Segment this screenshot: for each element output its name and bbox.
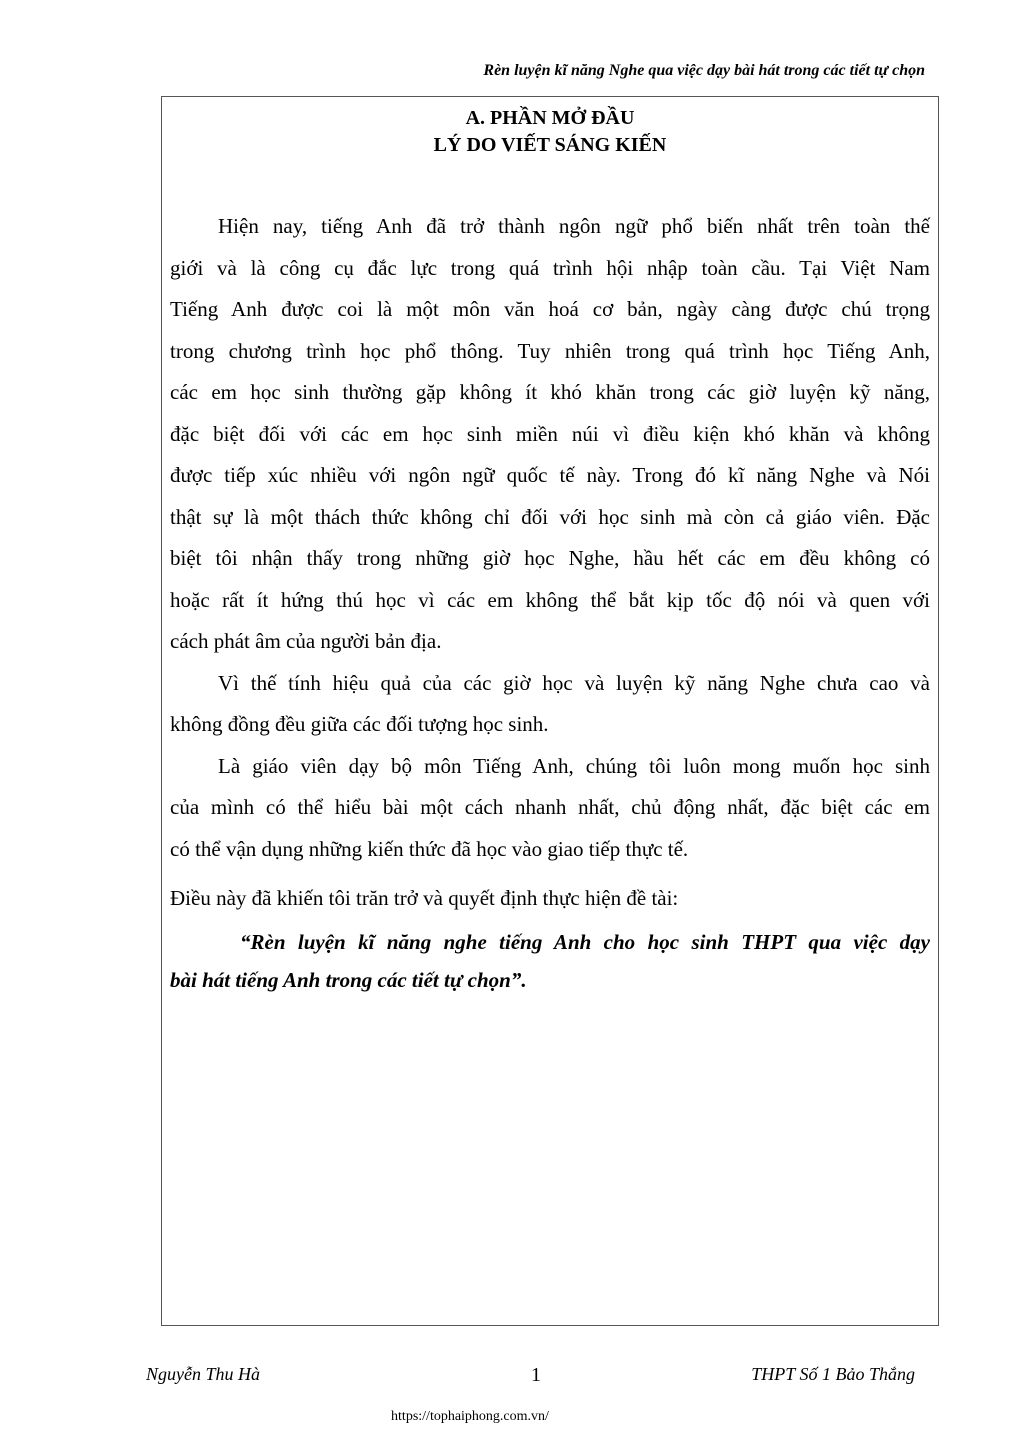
body-line: trong chương trình học phổ thông. Tuy nhiên trong quá trình học Tiếng Anh, <box>170 339 930 363</box>
footer-school: THPT Số 1 Bảo Thắng <box>751 1364 915 1384</box>
section-title: A. PHẦN MỞ ĐẦU <box>465 107 635 129</box>
body-line: các em học sinh thường gặp không ít khó khăn trong các giờ luyện kỹ năng, <box>170 380 930 404</box>
body-line: Là giáo viên dạy bộ môn Tiếng Anh, chúng tôi luôn mong muốn học sinh <box>218 754 930 778</box>
body-line: Điều này đã khiến tôi trăn trở và quyết định thực hiện đề tài: <box>170 886 679 910</box>
body-line: giới và là công cụ đắc lực trong quá trình hội nhập toàn cầu. Tại Việt Nam <box>170 256 930 280</box>
body-line: thật sự là một thách thức không chỉ đối với học sinh mà còn cả giáo viên. Đặc <box>170 505 930 529</box>
body-line: đặc biệt đối với các em học sinh miền núi vì điều kiện khó khăn và không <box>170 422 930 446</box>
body-line: Hiện nay, tiếng Anh đã trở thành ngôn ngữ phổ biến nhất trên toàn thế <box>218 214 930 238</box>
body-line: Vì thế tính hiệu quả của các giờ học và luyện kỹ năng Nghe chưa cao và <box>218 671 930 695</box>
topic-line: “Rèn luyện kĩ năng nghe tiếng Anh cho học sinh THPT qua việc dạy <box>240 930 930 954</box>
topic-line: bài hát tiếng Anh trong các tiết tự chọn”. <box>170 968 527 992</box>
body-line: Tiếng Anh được coi là một môn văn hoá cơ bản, ngày càng được chú trọng <box>170 297 930 321</box>
source-url: https://tophaiphong.com.vn/ <box>391 1409 549 1424</box>
content-frame <box>161 96 939 1326</box>
body-line: có thể vận dụng những kiến thức đã học vào giao tiếp thực tế. <box>170 837 689 861</box>
running-header: Rèn luyện kĩ năng Nghe qua việc dạy bài hát trong các tiết tự chọn <box>483 62 925 79</box>
body-line: không đồng đều giữa các đối tượng học sinh. <box>170 712 549 736</box>
footer-author: Nguyễn Thu Hà <box>146 1364 260 1384</box>
body-line: được tiếp xúc nhiều với ngôn ngữ quốc tế này. Trong đó kĩ năng Nghe và Nói <box>170 463 930 487</box>
body-line: hoặc rất ít hứng thú học vì các em không thể bắt kịp tốc độ nói và quen với <box>170 588 930 612</box>
section-subtitle: LÝ DO VIẾT SÁNG KIẾN <box>433 134 667 156</box>
body-line: cách phát âm của người bản địa. <box>170 629 442 653</box>
page-number: 1 <box>531 1364 541 1386</box>
body-line: biệt tôi nhận thấy trong những giờ học Nghe, hầu hết các em đều không có <box>170 546 930 570</box>
body-line: của mình có thể hiểu bài một cách nhanh nhất, chủ động nhất, đặc biệt các em <box>170 795 930 819</box>
